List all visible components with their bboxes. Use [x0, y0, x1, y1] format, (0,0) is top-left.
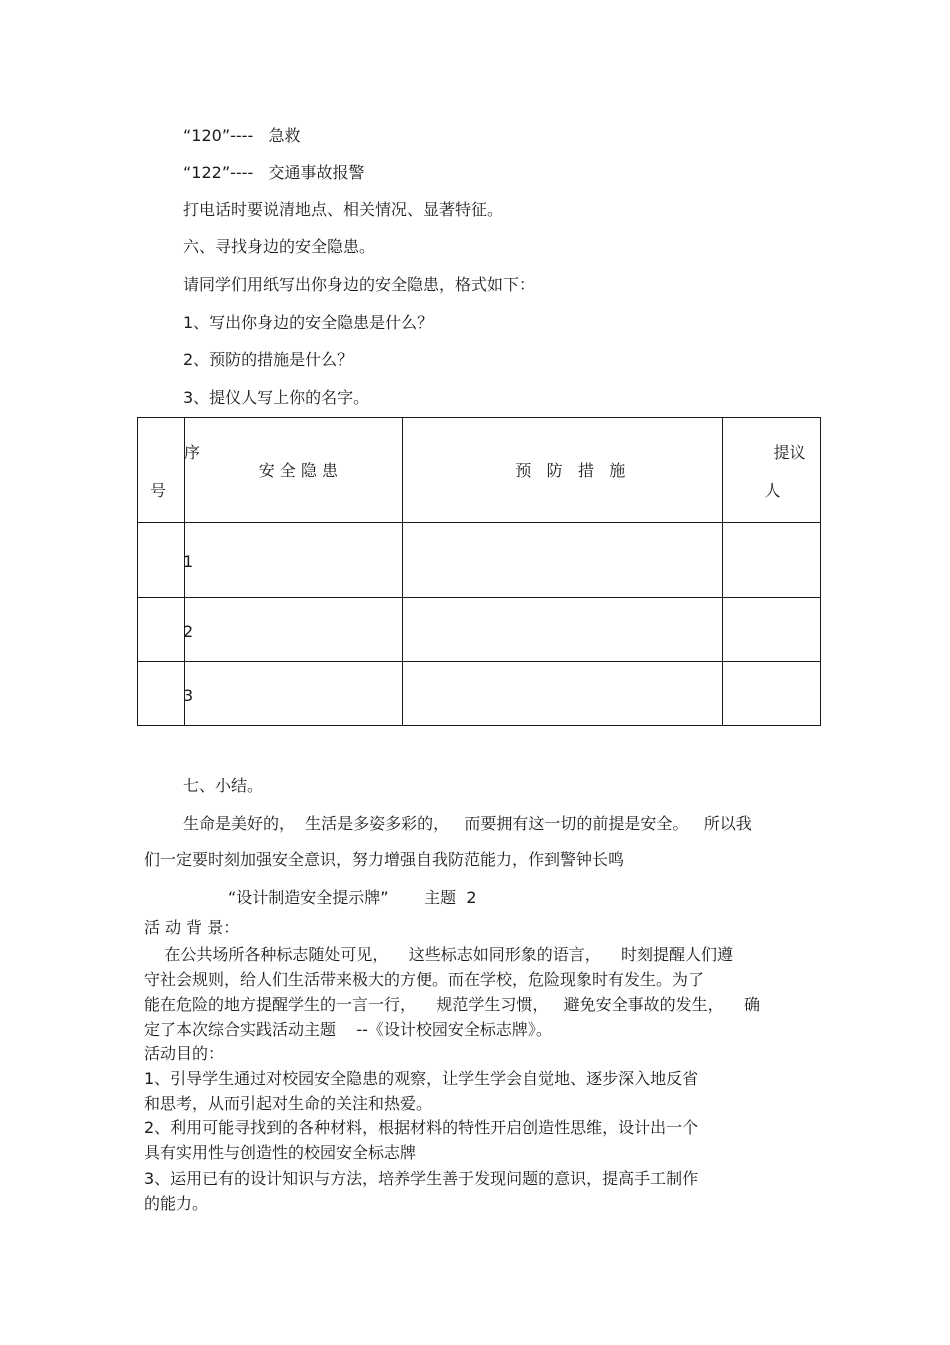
- row-number-cell: [138, 523, 194, 598]
- header-hao: 号: [150, 481, 167, 500]
- goal-line-2: 和思考，从而引起对生命的关注和热爱。: [144, 1094, 433, 1113]
- header-measure: 预 防 措 施: [515, 461, 626, 480]
- theme-title: “设计制造安全提示牌” 主题 2: [228, 888, 477, 907]
- goal-line-4: 具有实用性与创造性的校园安全标志牌: [144, 1143, 417, 1162]
- measure-cell: [403, 598, 722, 662]
- goals-label: 活动目的：: [144, 1044, 225, 1063]
- header-proposer-2: 人: [764, 481, 781, 500]
- proposer-cell: [722, 598, 820, 662]
- section-seven-heading: 七、小结。: [183, 776, 264, 795]
- emergency-120-line: “120”---- 急救: [183, 126, 301, 145]
- table-row: [138, 598, 821, 662]
- phone-instruction: 打电话时要说清地点、相关情况、显著特征。: [183, 200, 504, 219]
- row-number: 1: [183, 552, 194, 571]
- background-line-4: 定了本次综合实践活动主题 --《设计校园安全标志牌》。: [144, 1020, 552, 1039]
- hazard-cell: [184, 598, 403, 662]
- row-number: 2: [183, 622, 194, 641]
- header-measure-cell: [403, 418, 722, 523]
- table-header-row: [138, 418, 821, 523]
- header-xu: 序: [184, 443, 201, 462]
- row-number-cell: [138, 598, 194, 662]
- goal-line-1: 1、引导学生通过对校园安全隐患的观察，让学生学会自觉地、逐步深入地反省: [144, 1069, 699, 1088]
- table-row: [138, 523, 821, 598]
- hazard-table: [137, 417, 821, 726]
- header-proposer-1: 提议: [773, 443, 806, 462]
- background-line-3: 能在危险的地方提醒学生的一言一行， 规范学生习惯， 避免安全事故的发生， 确: [144, 995, 760, 1014]
- row-number: 3: [183, 686, 194, 705]
- hazard-cell: [184, 523, 403, 598]
- measure-cell: [403, 662, 722, 726]
- background-label: 活 动 背 景：: [144, 918, 240, 937]
- format-intro: 请同学们用纸写出你身边的安全隐患，格式如下：: [183, 275, 536, 294]
- proposer-cell: [722, 523, 820, 598]
- traffic-122-line: “122”---- 交通事故报警: [183, 163, 365, 182]
- header-hazard-cell: [184, 418, 403, 523]
- section-six-heading: 六、寻找身边的安全隐患。: [183, 237, 376, 256]
- hazard-cell: [184, 662, 403, 726]
- background-line-1: 在公共场所各种标志随处可见， 这些标志如同形象的语言， 时刻提醒人们遵: [144, 945, 734, 964]
- format-item-2: 2、预防的措施是什么？: [183, 350, 354, 369]
- goal-line-3: 2、利用可能寻找到的各种材料，根据材料的特性开启创造性思维，设计出一个: [144, 1118, 699, 1137]
- header-proposer-cell: [722, 418, 820, 523]
- header-number-cell: [138, 418, 201, 523]
- format-item-1: 1、写出你身边的安全隐患是什么？: [183, 313, 434, 332]
- goal-line-5: 3、运用已有的设计知识与方法，培养学生善于发现问题的意识，提高手工制作: [144, 1169, 699, 1188]
- proposer-cell: [722, 662, 820, 726]
- summary-line-1: 生命是美好的， 生活是多姿多彩的， 而要拥有这一切的前提是安全。 所以我: [183, 814, 752, 833]
- summary-line-2: 们一定要时刻加强安全意识，努力增强自我防范能力，作到警钟长鸣: [144, 850, 625, 869]
- goal-line-6: 的能力。: [144, 1194, 209, 1213]
- background-line-2: 守社会规则，给人们生活带来极大的方便。而在学校，危险现象时有发生。为了: [144, 970, 705, 989]
- table-row: [138, 662, 821, 726]
- row-number-cell: [138, 662, 194, 726]
- format-item-3: 3、提仪人写上你的名字。: [183, 388, 370, 407]
- measure-cell: [403, 523, 722, 598]
- header-hazard: 安 全 隐 患: [258, 461, 338, 480]
